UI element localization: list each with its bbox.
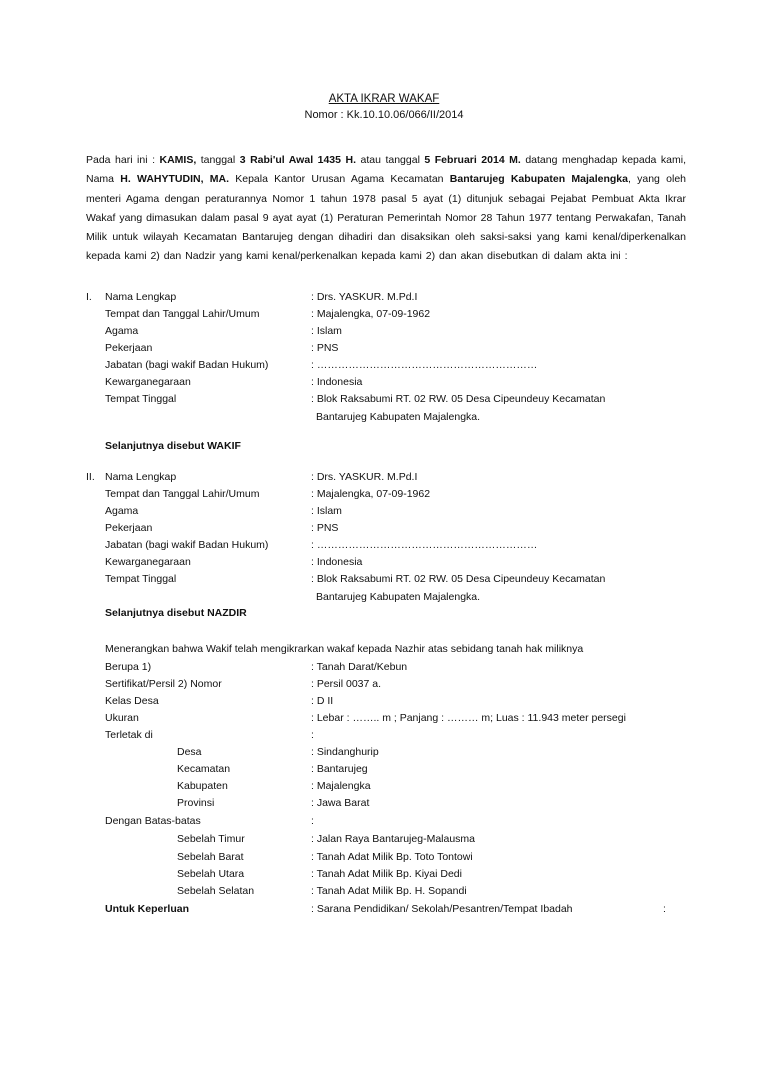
field-value: : PNS [311, 522, 339, 534]
designation-text: Selanjutnya disebut WAKIF [105, 440, 241, 452]
field-label: Terletak di [105, 729, 153, 741]
section-numeral: I. [86, 291, 92, 303]
intro-text: , yang oleh menteri Agama dengan peraturannya Nomor 1 tahun 1978 pasal 5 ayat (1) ditunjuk sebagai Pejabat Pembuat Akta Ikrar Wakaf yang dimasukan dalam pasal 9 ayat ayat (1) Peraturan Pemerintah Nomor 28 Tahun 1977 tentang Perwakafan, Tanah Milik untuk wilayah Kecamatan Bantarujeg dengan dihadiri dan disaksikan oleh saksi-saksi yang kami kenal/diperkenalkan kepada kami 2) dan Nadzir yang kami kenal/perkenalkan kepada kami 2) dan akan disebutkan di dalam akta ini : [86, 173, 686, 263]
field-value: : Sindanghurip [311, 746, 379, 758]
field-value: : PNS [311, 342, 339, 354]
field-label: Sebelah Selatan [177, 885, 255, 897]
field-value: : Tanah Darat/Kebun [311, 661, 408, 673]
section-numeral: II. [86, 471, 95, 483]
field-value: : ……………………………………………………… [311, 359, 538, 371]
field-label: Pekerjaan [105, 342, 153, 354]
field-label: Berupa 1) [105, 661, 152, 673]
field-label: Nama Lengkap [105, 291, 177, 303]
field-value: : Majalengka, 07-09-1962 [311, 488, 431, 500]
intro-officer: H. WAHYTUDIN, MA. [120, 173, 229, 186]
field-label: Jabatan (bagi wakif Badan Hukum) [105, 539, 269, 551]
field-value: : Blok Raksabumi RT. 02 RW. 05 Desa Cipeundeuy Kecamatan [311, 393, 606, 405]
field-label: Sebelah Barat [177, 851, 244, 863]
field-value: : Drs. YASKUR. M.Pd.I [311, 291, 418, 303]
field-value: : Indonesia [311, 556, 363, 568]
intro-text: tanggal [196, 154, 240, 166]
field-value: : Tanah Adat Milik Bp. Kiyai Dedi [311, 868, 462, 880]
field-value: : Indonesia [311, 376, 363, 388]
field-value: Bantarujeg Kabupaten Majalengka. [316, 411, 481, 423]
field-label: Kecamatan [177, 763, 231, 775]
field-value: : ……………………………………………………… [311, 539, 538, 551]
designation-text: Selanjutnya disebut NAZDIR [105, 607, 247, 619]
field-value: : Jalan Raya Bantarujeg-Malausma [311, 833, 476, 845]
trailing-colon: : [663, 903, 666, 915]
field-label: Nama Lengkap [105, 471, 177, 483]
field-label: Tempat Tinggal [105, 393, 177, 405]
intro-hijri-date: 3 Rabi'ul Awal 1435 H. [239, 154, 356, 166]
field-value: : Majalengka, 07-09-1962 [311, 308, 431, 320]
field-label: Agama [105, 505, 139, 517]
field-label: Dengan Batas-batas [105, 815, 201, 827]
intro-gregorian-date: 5 Februari 2014 M. [424, 154, 521, 166]
field-label: Untuk Keperluan [105, 903, 190, 915]
field-label: Kewarganegaraan [105, 556, 191, 568]
field-value: : Majalengka [311, 780, 371, 792]
intro-text: datang menghadap kepada kami, Nama [86, 154, 686, 186]
intro-text: Pada hari ini : [86, 154, 160, 166]
field-value: : Tanah Adat Milik Bp. Toto Tontowi [311, 851, 473, 863]
field-label: Desa [177, 746, 202, 758]
field-value: : Sarana Pendidikan/ Sekolah/Pesantren/Tempat Ibadah [311, 903, 573, 915]
intro-paragraph [86, 151, 686, 267]
field-value: : Blok Raksabumi RT. 02 RW. 05 Desa Cipeundeuy Kecamatan [311, 573, 606, 585]
intro-day: KAMIS, [159, 154, 197, 166]
field-value: : [311, 815, 314, 827]
field-value: : D II [311, 695, 334, 707]
statement-text: Menerangkan bahwa Wakif telah mengikrarkan wakaf kepada Nazhir atas sebidang tanah hak miliknya [105, 643, 584, 655]
intro-text: Kepala Kantor Urusan Agama Kecamatan [229, 173, 450, 186]
field-label: Ukuran [105, 712, 139, 724]
field-label: Tempat Tinggal [105, 573, 177, 585]
field-label: Sebelah Timur [177, 833, 245, 845]
field-value: : Tanah Adat Milik Bp. H. Sopandi [311, 885, 467, 897]
field-label: Agama [105, 325, 139, 337]
field-label: Kelas Desa [105, 695, 159, 707]
field-value: : Lebar : …….. m ; Panjang : ……… m; Luas : 11.943 meter persegi [311, 712, 626, 724]
field-value: : Drs. YASKUR. M.Pd.I [311, 471, 418, 483]
intro-district: Bantarujeg Kabupaten Majalengka [449, 173, 628, 186]
field-value: : Islam [311, 505, 342, 517]
field-label: Tempat dan Tanggal Lahir/Umum [105, 308, 260, 320]
field-value: : Persil 0037 a. [311, 678, 382, 690]
field-label: Jabatan (bagi wakif Badan Hukum) [105, 359, 269, 371]
field-label: Sebelah Utara [177, 868, 245, 880]
field-label: Provinsi [177, 797, 215, 809]
field-label: Sertifikat/Persil 2) Nomor [105, 678, 222, 690]
field-label: Kewarganegaraan [105, 376, 191, 388]
document-title: AKTA IKRAR WAKAF [328, 93, 440, 105]
field-value: : Jawa Barat [311, 797, 370, 809]
intro-text: atau tanggal [356, 154, 425, 166]
field-value: : Bantarujeg [311, 763, 368, 775]
document-number: Nomor : Kk.10.10.06/066/II/2014 [304, 109, 464, 121]
field-value: : Islam [311, 325, 342, 337]
field-value: Bantarujeg Kabupaten Majalengka. [316, 591, 481, 603]
field-value: : [311, 729, 314, 741]
field-label: Kabupaten [177, 780, 228, 792]
field-label: Tempat dan Tanggal Lahir/Umum [105, 488, 260, 500]
field-label: Pekerjaan [105, 522, 153, 534]
